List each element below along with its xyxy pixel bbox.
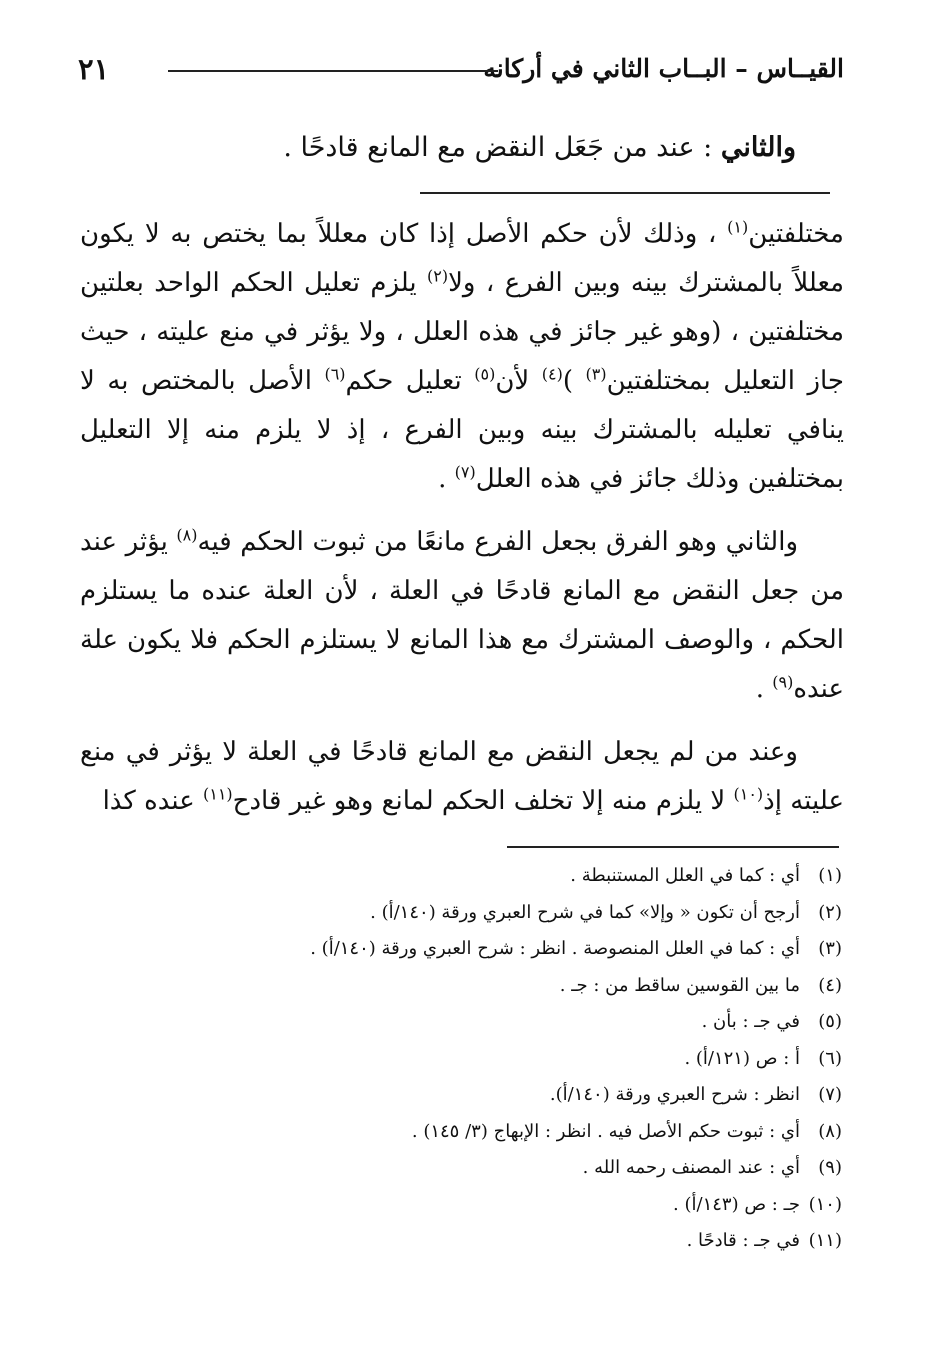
footnote-text: ما بين القوسين ساقط من : جـ . (559, 974, 800, 996)
footnote (82, 1004, 842, 1041)
header-rule (168, 70, 498, 72)
footnote-ref: (٩) (772, 672, 794, 692)
text-run: ) (562, 366, 586, 396)
text-run: عنده كذا (102, 786, 203, 816)
footnote-text: أرجح أن تكون « وإلا» كما في شرح العبري ورقة (١٤٠/أ) . (370, 901, 800, 923)
text-run: لا يلزم منه إلا تخلف الحكم لمانع وهو غير قادح (232, 786, 734, 816)
footnote-rule (507, 846, 839, 848)
footnote-number: (٣) (818, 938, 842, 959)
footnote-number: (٤) (818, 974, 842, 996)
footnote-ref: (٨) (176, 525, 198, 545)
text-run: الأصل بالمختص به لا ينافي تعليله بالمشترك بينه وبين الفرع ، إذ لا يلزم منه إلا التعليل بمختلفين وذلك جائز في هذه العلل (80, 366, 844, 494)
section-rule (420, 192, 830, 194)
continuation-text: : عند من جَعَل النقض مع المانع قادحًا . (283, 132, 721, 163)
footnote-text: انظر : شرح العبري ورقة (١٤٠/أ). (549, 1084, 800, 1105)
footnote-ref: (٤) (541, 364, 563, 384)
footnote (82, 968, 842, 1005)
page-number: ٢١ (78, 52, 110, 86)
running-header (78, 52, 844, 92)
footnote-ref: (١٠) (733, 784, 764, 804)
footnote-number: (٢) (818, 901, 842, 923)
footnote-number: (٧) (818, 1084, 842, 1105)
footnote-number: (٥) (818, 1011, 842, 1032)
footnote-ref: (٢) (427, 266, 449, 286)
running-title: القيــاس – البــاب الثاني في أركانه (483, 54, 844, 83)
footnote-text: أي : عند المصنف رحمه الله . (582, 1157, 800, 1178)
footnote-ref: (١١) (202, 784, 233, 804)
footnote-ref: (٧) (454, 462, 476, 482)
footnote-text: أي : ثبوت حكم الأصل فيه . انظر : الإبهاج (٣/ ١٤٥) . (411, 1120, 800, 1142)
text-run: تعليل حكم (345, 366, 475, 396)
text-run: مختلفتين (748, 219, 844, 249)
footnote (82, 895, 842, 932)
main-text (80, 210, 844, 826)
footnote (82, 1114, 842, 1151)
text-run: . (438, 464, 455, 494)
text-run: يؤثر عند من جعل النقض مع المانع قادحًا في العلة ، لأن العلة عنده ما يستلزم الحكم ، والوصف المشترك مع هذا المانع لا يستلزم الحكم فلا يكون علة عنده (80, 527, 844, 704)
footnote-text: أ : ص (١٢١/أ) . (684, 1047, 800, 1069)
footnote-number: (١١) (808, 1230, 842, 1251)
paragraph (80, 210, 844, 504)
footnote-text: في جـ : بأن . (701, 1011, 800, 1032)
footnote (82, 1077, 842, 1114)
footnotes-list (82, 858, 842, 1260)
paragraph (80, 728, 844, 826)
footnote-text: أي : كما في العلل المستنبطة . (570, 865, 800, 886)
footnote-ref: (١) (727, 217, 749, 237)
footnote (82, 1150, 842, 1187)
footnote-ref: (٥) (474, 364, 496, 384)
footnote-ref: (٦) (324, 364, 346, 384)
footnote-number: (٩) (818, 1157, 842, 1178)
text-run: وعند من لم يجعل النقض مع المانع قادحًا في العلة لا يؤثر في منع عليته إذ (80, 737, 844, 816)
text-run: يلزم تعليل الحكم الواحد بعلتين مختلفتين ، (وهو غير جائز في هذه العلل ، ولا يؤثر في منع عليته ، حيث جاز التعليل بمختلفتين (80, 268, 844, 396)
text-run: والثاني وهو الفرق بجعل الفرع مانعًا من ثبوت الحكم فيه (197, 527, 798, 557)
footnote-text: في جـ : قادحًا . (686, 1230, 800, 1251)
paragraph (80, 518, 844, 714)
footnote-ref: (٣) (585, 364, 607, 384)
footnote (82, 931, 842, 968)
footnote-number: (٨) (818, 1120, 842, 1142)
text-run: . (755, 674, 773, 704)
footnote (82, 1041, 842, 1078)
footnote-text: أي : كما في العلل المنصوصة . انظر : شرح العبري ورقة (١٤٠/أ) . (310, 938, 800, 959)
footnote (82, 858, 842, 895)
continuation-line (283, 132, 796, 163)
footnote (82, 1223, 842, 1260)
footnote-text: جـ : ص (١٤٣/أ) . (673, 1193, 800, 1215)
footnote (82, 1187, 842, 1224)
continuation-lead: والثاني (720, 132, 796, 163)
text-run: لأن (495, 366, 542, 396)
footnote-number: (٦) (818, 1047, 842, 1069)
footnote-number: (١٠) (808, 1193, 842, 1215)
text-run: ، وذلك لأن حكم الأصل إذا كان معللاً بما يختص به لا يكون معللاً بالمشترك بينه وبين الفرع ، ولا (80, 219, 844, 298)
footnote-number: (١) (818, 865, 842, 886)
